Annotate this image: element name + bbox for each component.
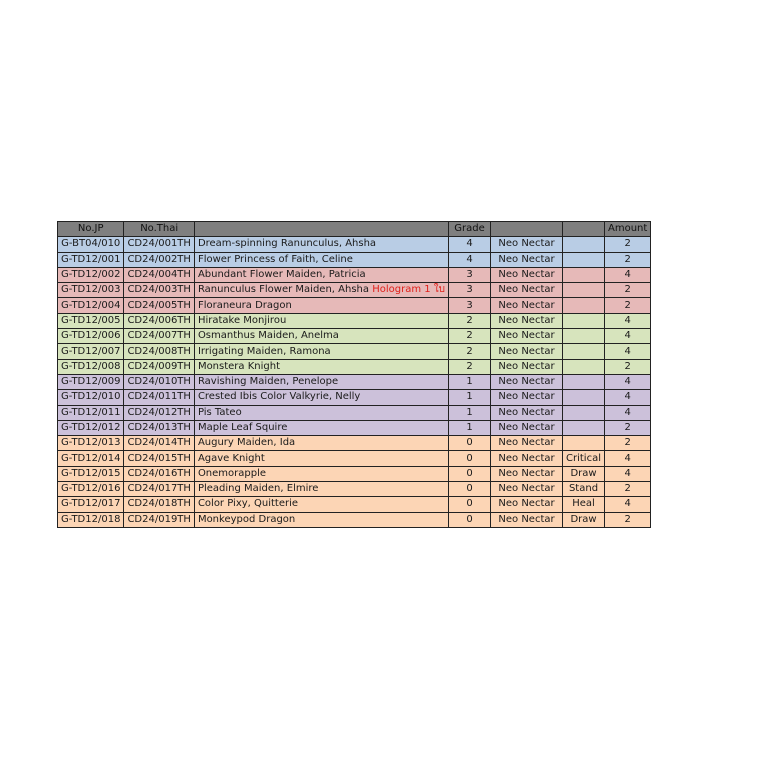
cell-grade: 1 — [449, 374, 491, 389]
card-name-text: Abundant Flower Maiden, Patricia — [197, 269, 366, 281]
card-name-text: Augury Maiden, Ida — [197, 437, 296, 449]
cell-no-jp: G-TD12/001 — [58, 252, 124, 267]
table-row — [58, 374, 651, 389]
cell-no-jp: G-TD12/009 — [58, 374, 124, 389]
cell-no-thai: CD24/019TH — [124, 512, 195, 527]
cell-no-jp: G-TD12/012 — [58, 420, 124, 435]
cell-grade: 4 — [449, 237, 491, 252]
cell-amount: 4 — [605, 374, 651, 389]
table-row — [58, 482, 651, 497]
cell-card-name — [194, 466, 448, 481]
cell-no-thai: CD24/010TH — [124, 374, 195, 389]
table-row — [58, 344, 651, 359]
table-row — [58, 359, 651, 374]
cell-trigger — [563, 344, 605, 359]
cell-no-jp: G-TD12/018 — [58, 512, 124, 527]
cell-trigger: Critical — [563, 451, 605, 466]
card-name-text: Color Pixy, Quitterie — [197, 498, 299, 510]
cell-amount: 4 — [605, 329, 651, 344]
cell-clan: Neo Nectar — [491, 298, 563, 313]
cell-grade: 0 — [449, 436, 491, 451]
cell-clan: Neo Nectar — [491, 313, 563, 328]
header-clan — [491, 222, 563, 237]
card-name-text: Monkeypod Dragon — [197, 513, 296, 525]
table-row — [58, 466, 651, 481]
cell-grade: 4 — [449, 252, 491, 267]
cell-grade: 2 — [449, 329, 491, 344]
cell-no-thai: CD24/008TH — [124, 344, 195, 359]
cell-trigger — [563, 313, 605, 328]
cell-no-jp: G-TD12/003 — [58, 283, 124, 298]
cell-amount: 2 — [605, 283, 651, 298]
cell-no-jp: G-BT04/010 — [58, 237, 124, 252]
cell-no-thai: CD24/012TH — [124, 405, 195, 420]
cell-card-name — [194, 298, 448, 313]
cell-card-name — [194, 344, 448, 359]
cell-clan: Neo Nectar — [491, 451, 563, 466]
cell-no-jp: G-TD12/014 — [58, 451, 124, 466]
cell-amount: 2 — [605, 482, 651, 497]
cell-clan: Neo Nectar — [491, 267, 563, 282]
cell-amount: 4 — [605, 405, 651, 420]
card-name-text: Floraneura Dragon — [197, 299, 292, 311]
cell-clan: Neo Nectar — [491, 374, 563, 389]
cell-trigger: Heal — [563, 497, 605, 512]
card-name-text: Irrigating Maiden, Ramona — [197, 345, 331, 357]
card-name-text: Ravishing Maiden, Penelope — [197, 376, 339, 388]
header-grade: Grade — [449, 222, 491, 237]
cell-no-jp: G-TD12/005 — [58, 313, 124, 328]
cell-trigger — [563, 359, 605, 374]
cell-card-name — [194, 451, 448, 466]
cell-card-name — [194, 313, 448, 328]
card-name-text: Onemorapple — [197, 467, 267, 479]
cell-trigger — [563, 436, 605, 451]
cell-amount: 2 — [605, 436, 651, 451]
hologram-note: Hologram 1 ใบ — [372, 284, 446, 296]
cell-grade: 1 — [449, 405, 491, 420]
table-row — [58, 252, 651, 267]
cell-amount: 2 — [605, 252, 651, 267]
header-row — [58, 222, 651, 237]
cell-clan: Neo Nectar — [491, 329, 563, 344]
table-row — [58, 420, 651, 435]
table-row — [58, 497, 651, 512]
cell-card-name — [194, 252, 448, 267]
cell-amount: 2 — [605, 420, 651, 435]
cell-card-name — [194, 420, 448, 435]
cell-grade: 3 — [449, 283, 491, 298]
cell-clan: Neo Nectar — [491, 237, 563, 252]
cell-trigger — [563, 237, 605, 252]
cell-amount: 4 — [605, 451, 651, 466]
cell-card-name — [194, 512, 448, 527]
cell-no-jp: G-TD12/015 — [58, 466, 124, 481]
card-name-text: Pis Tateo — [197, 406, 242, 418]
card-name-text: Pleading Maiden, Elmire — [197, 483, 319, 495]
cell-card-name — [194, 436, 448, 451]
cell-grade: 0 — [449, 451, 491, 466]
card-list-table — [57, 221, 651, 528]
cell-amount: 4 — [605, 344, 651, 359]
cell-amount: 4 — [605, 313, 651, 328]
cell-amount: 4 — [605, 390, 651, 405]
cell-trigger — [563, 252, 605, 267]
table-row — [58, 267, 651, 282]
cell-trigger — [563, 283, 605, 298]
cell-trigger — [563, 267, 605, 282]
cell-grade: 0 — [449, 466, 491, 481]
table-row — [58, 237, 651, 252]
cell-no-jp: G-TD12/008 — [58, 359, 124, 374]
cell-card-name — [194, 267, 448, 282]
cell-no-thai: CD24/007TH — [124, 329, 195, 344]
header-no-jp: No.JP — [58, 222, 124, 237]
card-name-text: Monstera Knight — [197, 360, 281, 372]
table-row — [58, 298, 651, 313]
card-name-text: Agave Knight — [197, 452, 265, 464]
cell-card-name — [194, 405, 448, 420]
cell-card-name — [194, 283, 448, 298]
cell-clan: Neo Nectar — [491, 420, 563, 435]
cell-grade: 2 — [449, 313, 491, 328]
cell-no-thai: CD24/015TH — [124, 451, 195, 466]
header-name — [194, 222, 448, 237]
table-row — [58, 390, 651, 405]
card-name-text: Osmanthus Maiden, Anelma — [197, 330, 339, 342]
cell-no-thai: CD24/011TH — [124, 390, 195, 405]
cell-no-thai: CD24/006TH — [124, 313, 195, 328]
cell-amount: 4 — [605, 267, 651, 282]
cell-trigger: Draw — [563, 512, 605, 527]
cell-no-thai: CD24/004TH — [124, 267, 195, 282]
cell-grade: 3 — [449, 267, 491, 282]
cell-no-jp: G-TD12/013 — [58, 436, 124, 451]
cell-no-thai: CD24/002TH — [124, 252, 195, 267]
cell-card-name — [194, 359, 448, 374]
cell-trigger — [563, 405, 605, 420]
cell-clan: Neo Nectar — [491, 512, 563, 527]
cell-no-thai: CD24/003TH — [124, 283, 195, 298]
cell-card-name — [194, 390, 448, 405]
cell-no-thai: CD24/005TH — [124, 298, 195, 313]
table-row — [58, 313, 651, 328]
cell-amount: 4 — [605, 466, 651, 481]
cell-clan: Neo Nectar — [491, 497, 563, 512]
cell-no-thai: CD24/014TH — [124, 436, 195, 451]
cell-card-name — [194, 329, 448, 344]
cell-clan: Neo Nectar — [491, 390, 563, 405]
cell-amount: 2 — [605, 237, 651, 252]
card-name-text: Hiratake Monjirou — [197, 314, 287, 326]
table-row — [58, 512, 651, 527]
cell-trigger — [563, 374, 605, 389]
card-name-text: Maple Leaf Squire — [197, 422, 288, 433]
header-trigger — [563, 222, 605, 237]
cell-clan: Neo Nectar — [491, 252, 563, 267]
cell-no-thai: CD24/018TH — [124, 497, 195, 512]
cell-card-name — [194, 374, 448, 389]
header-no-thai: No.Thai — [124, 222, 195, 237]
cell-no-thai: CD24/009TH — [124, 359, 195, 374]
cell-trigger — [563, 298, 605, 313]
cell-no-thai: CD24/016TH — [124, 466, 195, 481]
cell-no-jp: G-TD12/002 — [58, 267, 124, 282]
cell-no-jp: G-TD12/004 — [58, 298, 124, 313]
header-amount: Amount — [605, 222, 651, 237]
card-name-text: Crested Ibis Color Valkyrie, Nelly — [197, 391, 361, 403]
cell-trigger — [563, 420, 605, 435]
cell-trigger: Draw — [563, 466, 605, 481]
cell-clan: Neo Nectar — [491, 482, 563, 497]
table-row — [58, 451, 651, 466]
cell-grade: 0 — [449, 497, 491, 512]
card-name-text: Flower Princess of Faith, Celine — [197, 253, 353, 265]
cell-card-name — [194, 497, 448, 512]
card-name-text: Dream-spinning Ranunculus, Ahsha — [197, 238, 377, 250]
cell-clan: Neo Nectar — [491, 344, 563, 359]
cell-clan: Neo Nectar — [491, 405, 563, 420]
cell-clan: Neo Nectar — [491, 436, 563, 451]
table-row — [58, 283, 651, 298]
cell-trigger — [563, 329, 605, 344]
cell-grade: 0 — [449, 512, 491, 527]
cell-grade: 1 — [449, 390, 491, 405]
cell-amount: 2 — [605, 512, 651, 527]
cell-no-thai: CD24/017TH — [124, 482, 195, 497]
cell-card-name — [194, 482, 448, 497]
cell-grade: 2 — [449, 344, 491, 359]
cell-amount: 2 — [605, 298, 651, 313]
table-row — [58, 405, 651, 420]
cell-no-jp: G-TD12/016 — [58, 482, 124, 497]
cell-no-jp: G-TD12/017 — [58, 497, 124, 512]
cell-trigger — [563, 390, 605, 405]
table-row — [58, 329, 651, 344]
cell-grade: 3 — [449, 298, 491, 313]
cell-clan: Neo Nectar — [491, 466, 563, 481]
table-row — [58, 436, 651, 451]
cell-no-jp: G-TD12/011 — [58, 405, 124, 420]
cell-no-thai: CD24/013TH — [124, 420, 195, 435]
cell-grade: 2 — [449, 359, 491, 374]
cell-no-jp: G-TD12/010 — [58, 390, 124, 405]
cell-clan: Neo Nectar — [491, 283, 563, 298]
cell-no-thai: CD24/001TH — [124, 237, 195, 252]
cell-amount: 2 — [605, 359, 651, 374]
cell-card-name — [194, 237, 448, 252]
cell-amount: 4 — [605, 497, 651, 512]
card-name-text: Ranunculus Flower Maiden, Ahsha — [197, 284, 370, 296]
cell-grade: 0 — [449, 482, 491, 497]
cell-no-jp: G-TD12/007 — [58, 344, 124, 359]
cell-trigger: Stand — [563, 482, 605, 497]
cell-clan: Neo Nectar — [491, 359, 563, 374]
cell-grade: 1 — [449, 420, 491, 435]
cell-no-jp: G-TD12/006 — [58, 329, 124, 344]
